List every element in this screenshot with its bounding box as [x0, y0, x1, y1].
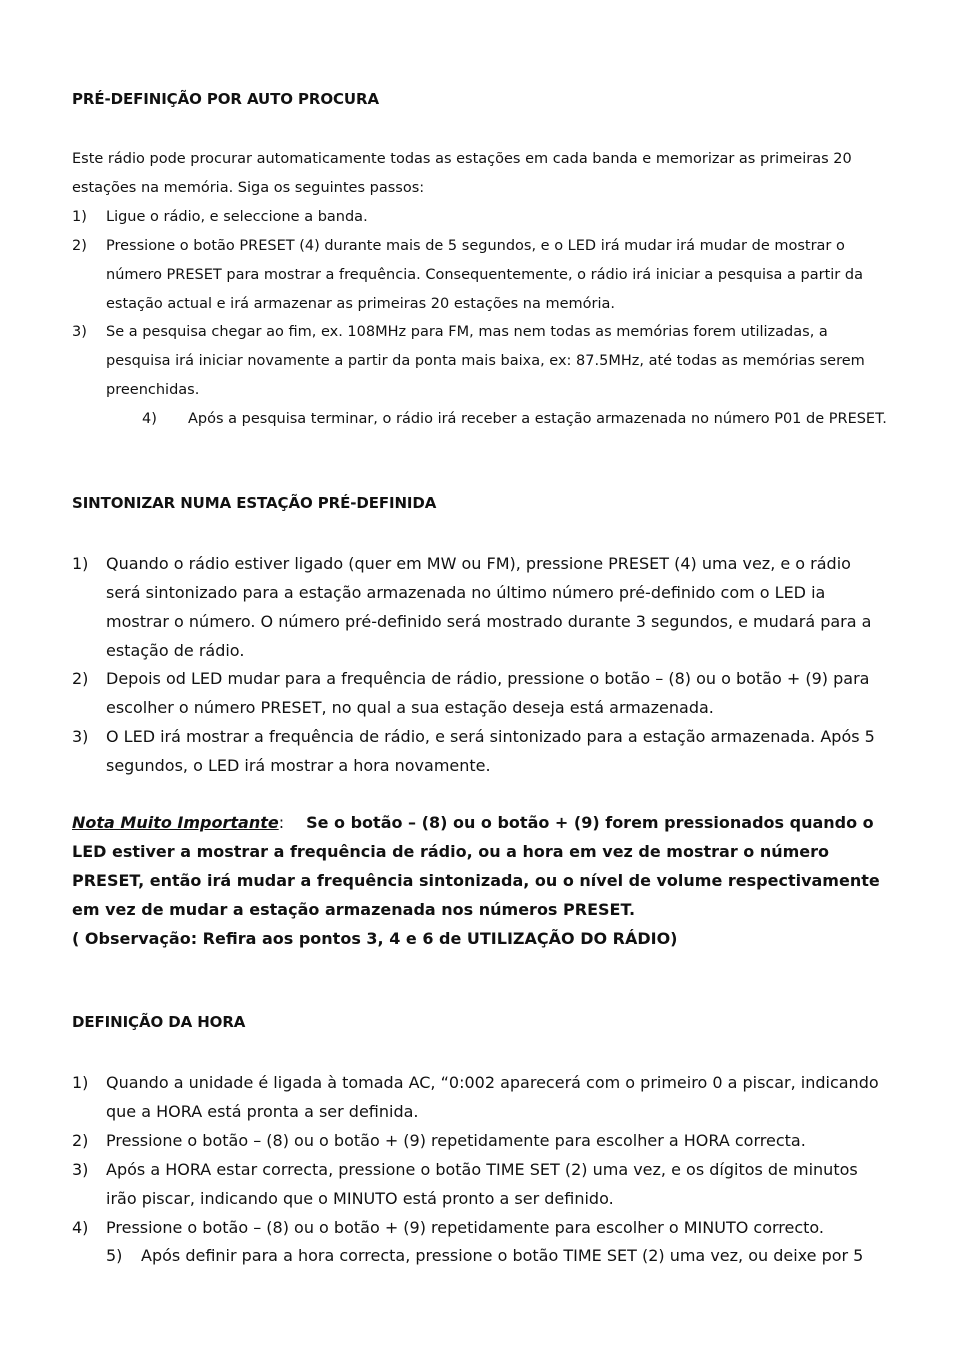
list-number: 4): [72, 1218, 89, 1237]
list-text: Após a pesquisa terminar, o rádio irá receber a estação armazenada no número P01 de PRESET.: [188, 411, 887, 427]
list-number: 1): [72, 554, 89, 573]
list-text: Pressione o botão – (8) ou o botão + (9) repetidamente para escolher a HORA correcta.: [106, 1131, 806, 1150]
list-number: 4): [142, 411, 157, 427]
list-text: Quando a unidade é ligada à tomada AC, “0:002 aparecerá com o primeiro 0 a piscar, indicando que a HORA está pronta a ser definida.: [106, 1073, 879, 1121]
section-intro: Este rádio pode procurar automaticamente todas as estações em cada banda e memorizar as primeiras 20 estações na memória. Siga os seguintes passos:: [72, 151, 852, 196]
important-note: [72, 808, 887, 924]
list-number: 5): [106, 1246, 123, 1265]
list-text: Pressione o botão PRESET (4) durante mais de 5 segundos, e o LED irá mudar irá mudar de mostrar o número PRESET para mostrar a frequência. Consequentemente, o rádio irá iniciar a pesquisa a partir da estação actual e irá armazenar as primeiras 20 estações na memória.: [106, 238, 863, 312]
note-text: Se o botão – (8) ou o botão + (9) forem pressionados quando o LED estiver a mostrar a frequência de rádio, ou a hora em vez de mostrar o número PRESET, então irá mudar a frequência sintonizada, ou o nível de volume respectivamente em vez de mudar a estação armazenada nos números PRESET.: [72, 813, 880, 919]
list-number: 2): [72, 1131, 89, 1150]
list-text: O LED irá mostrar a frequência de rádio, e será sintonizado para a estação armazenada. Após 5 segundos, o LED irá mostrar a hora novamente.: [106, 727, 875, 775]
section-title-preset-tuning: SINTONIZAR NUMA ESTAÇÃO PRÉ-DEFINIDA: [72, 494, 437, 512]
list-text: Pressione o botão – (8) ou o botão + (9) repetidamente para escolher o MINUTO correcto.: [106, 1218, 825, 1237]
list-number: 3): [72, 324, 87, 340]
observation-note: ( Observação: Refira aos pontos 3, 4 e 6 de UTILIZAÇÃO DO RÁDIO): [72, 929, 678, 948]
list-text: Quando o rádio estiver ligado (quer em MW ou FM), pressione PRESET (4) uma vez, e o rádio será sintonizado para a estação armazenada no último número pré-definido com o LED ia mostrar o número. O número pré-definido será mostrado durante 3 segundos, e mudará para a estação de rádio.: [106, 554, 872, 660]
list-number: 1): [72, 209, 87, 225]
note-label: Nota Muito Importante: [72, 813, 279, 832]
list-number: 2): [72, 238, 87, 254]
list-number: 1): [72, 1073, 89, 1092]
list-number: 3): [72, 727, 89, 746]
note-colon: :: [278, 813, 285, 832]
list-text: Se a pesquisa chegar ao fim, ex. 108MHz para FM, mas nem todas as memórias forem utilizadas, a pesquisa irá iniciar novamente a partir da ponta mais baixa, ex: 87.5MHz, até todas as memórias serem preenchidas.: [106, 324, 865, 398]
list-text: Depois od LED mudar para a frequência de rádio, pressione o botão – (8) ou o botão + (9) para escolher o número PRESET, no qual a sua estação deseja está armazenada.: [106, 669, 870, 717]
list-text: Após a HORA estar correcta, pressione o botão TIME SET (2) uma vez, e os dígitos de minutos irão piscar, indicando que o MINUTO está pronto a ser definido.: [106, 1160, 858, 1208]
list-number: 2): [72, 669, 89, 688]
list-text: Após definir para a hora correcta, pressione o botão TIME SET (2) uma vez, ou deixe por 5: [141, 1246, 864, 1265]
section-title-auto-preset: PRÉ-DEFINIÇÃO POR AUTO PROCURA: [72, 90, 379, 108]
list-number: 3): [72, 1160, 89, 1179]
section-title-time-setting: DEFINIÇÃO DA HORA: [72, 1013, 246, 1031]
list-text: Ligue o rádio, e seleccione a banda.: [106, 209, 368, 225]
